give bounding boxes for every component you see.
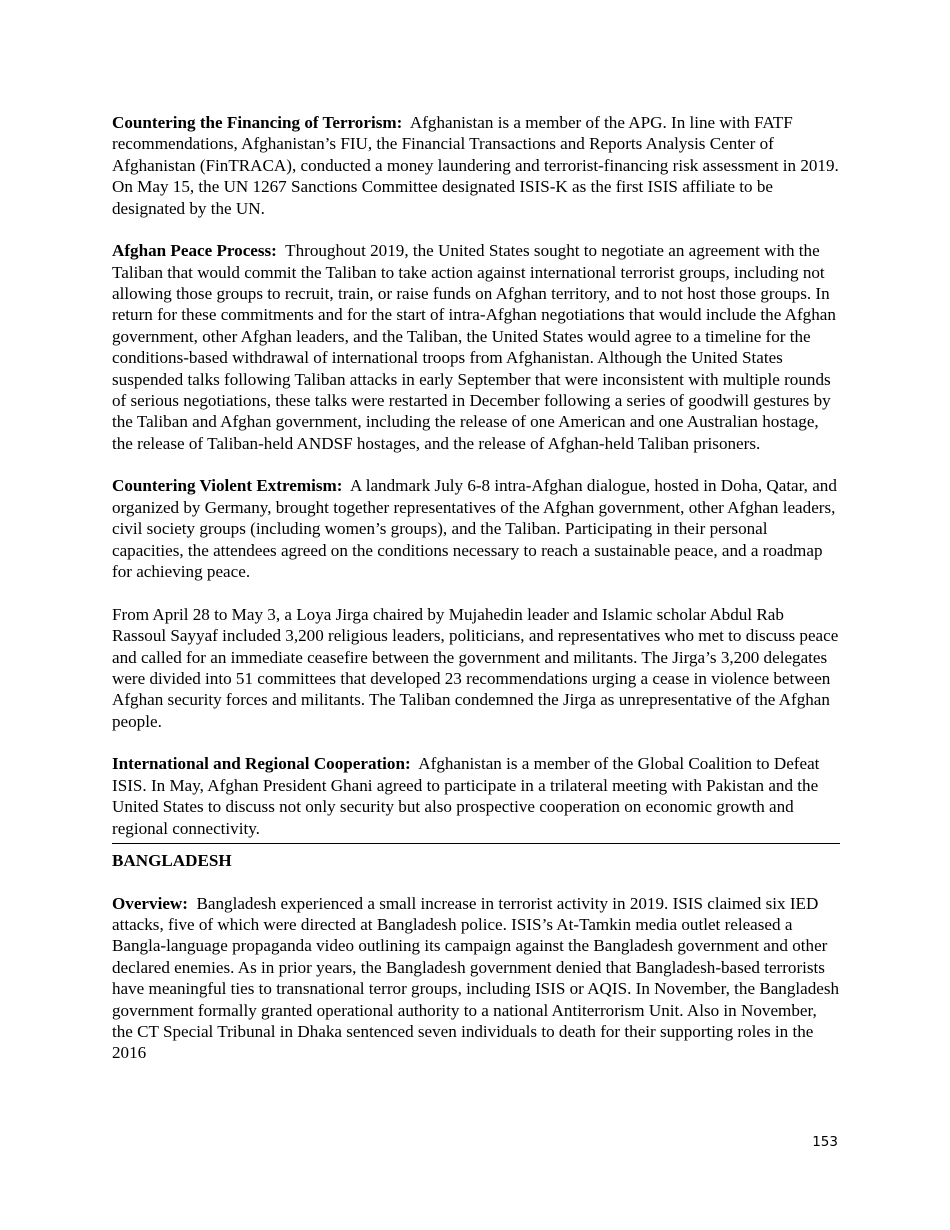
paragraph-body: Afghanistan is a member of the APG. In line with FATF recommendations, Afghanistan’s FIU, the Financial Transactions and Reports Analysis Center of Afghanistan (FinTRACA), conducted a money laundering and terrorist-financing risk assessment in 2019. On May 15, the UN 1267 Sanctions Committee designated ISIS-K as the first ISIS affiliate to be designated by the UN. xyxy=(112,113,839,218)
paragraph-body: Throughout 2019, the United States sought to negotiate an agreement with the Taliban that would commit the Taliban to take action against international terrorist groups, including not allowing those groups to recruit, train, or raise funds on Afghan territory, and to not host those groups. In return for these commitments and for the start of intra-Afghan negotiations that would include the Afghan government, other Afghan leaders, and the Taliban, the United States would agree to a timeline for the conditions-based withdrawal of international troops from Afghanistan. Although the United States suspended talks following Taliban attacks in early September that were inconsistent with multiple rounds of serious negotiations, these talks were restarted in December following a series of goodwill gestures by the Taliban and Afghan government, including the release of one American and one Australian hostage, the release of Taliban-held ANDSF hostages, and the release of Afghan-held Taliban prisoners. xyxy=(112,241,836,453)
paragraph-overview xyxy=(112,893,840,1064)
paragraph-title: Countering the Financing of Terrorism: xyxy=(112,113,403,132)
paragraph-body: Afghanistan is a member of the Global Coalition to Defeat ISIS. In May, Afghan President Ghani agreed to participate in a trilateral meeting with Pakistan and the United States to discuss not only security but also prospective cooperation on economic growth and regional connectivity. xyxy=(112,754,820,838)
paragraph-cve xyxy=(112,475,840,582)
page-number: 153 xyxy=(812,1134,838,1150)
paragraph-title: Afghan Peace Process: xyxy=(112,241,277,261)
paragraph-title: Overview: xyxy=(112,893,188,913)
paragraph-intl-cooperation xyxy=(112,753,840,839)
paragraph-body: Bangladesh experienced a small increase in terrorist activity in 2019. ISIS claimed six IED attacks, five of which were directed at Bangladesh police. ISIS’s At-Tamkin media outlet released a Bangla-language propaganda video outlining its campaign against the Bangladesh government and other declared enemies. As in prior years, the Bangladesh government denied that Bangladesh-based terrorists have meaningful ties to transnational terror groups, including ISIS or AQIS. In November, the Bangladesh government formally granted operational authority to a national Antiterrorism Unit. Also in November, the CT Special Tribunal in Dhaka sentenced seven individuals to death for their supporting roles in the 2016 xyxy=(112,893,840,1063)
paragraph-body: A landmark July 6-8 intra-Afghan dialogue, hosted in Doha, Qatar, and organized by Germany, brought together representatives of the Afghan government, other Afghan leaders, civil society groups (including women’s groups), and the Taliban. Participating in their personal capacities, the attendees agreed on the conditions necessary to reach a sustainable peace, and a roadmap for achieving peace. xyxy=(112,476,837,582)
document-page xyxy=(112,112,840,1085)
paragraph-loya-jirga xyxy=(112,604,840,732)
paragraph-peace-process xyxy=(112,240,840,454)
section-divider xyxy=(112,843,840,844)
paragraph-cft xyxy=(112,112,840,219)
paragraph-title: Countering Violent Extremism: xyxy=(112,476,343,496)
paragraph-title: International and Regional Cooperation: xyxy=(112,754,411,774)
section-heading: BANGLADESH xyxy=(112,850,232,870)
paragraph-body: From April 28 to May 3, a Loya Jirga chaired by Mujahedin leader and Islamic scholar Abdul Rab Rassoul Sayyaf included 3,200 religious leaders, politicians, and representatives who met to discuss peace and called for an immediate ceasefire between the government and militants. The Jirga’s 3,200 delegates were divided into 51 committees that developed 23 recommendations urging a cease in violence between Afghan security forces and militants. The Taliban condemned the Jirga as unrepresentative of the Afghan people. xyxy=(112,604,839,731)
